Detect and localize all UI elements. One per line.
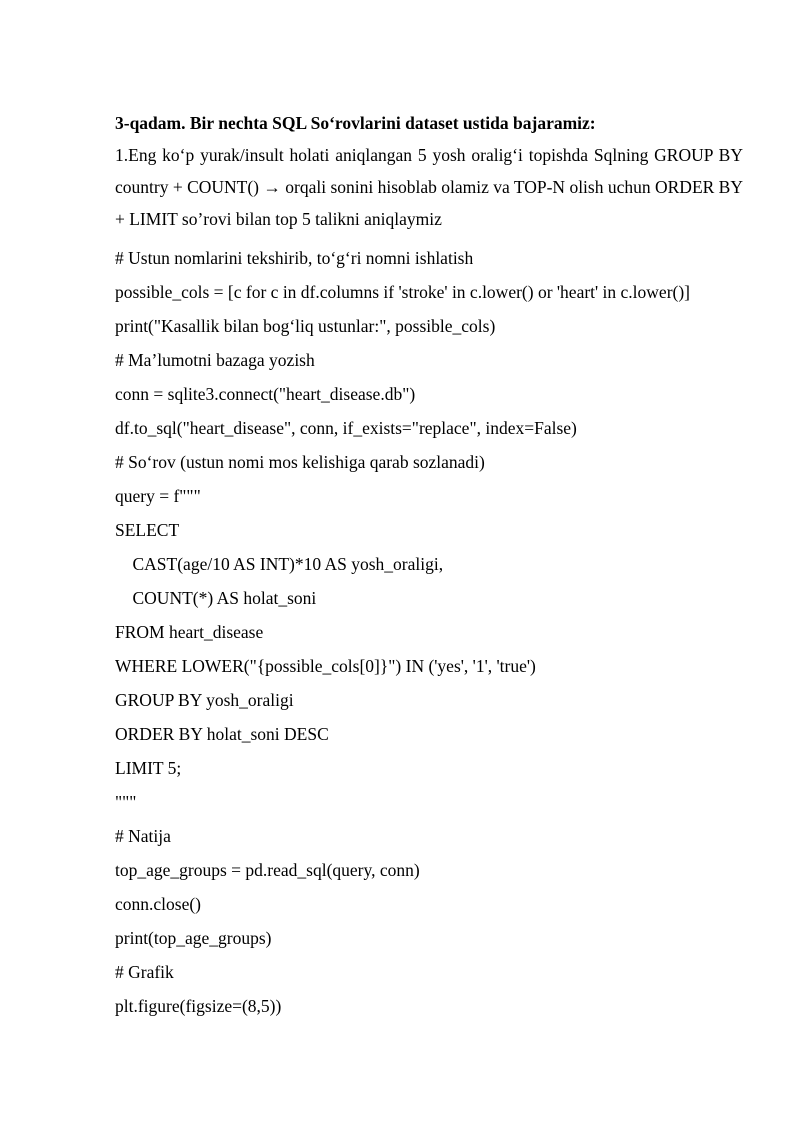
code-line: query = f""": [115, 486, 201, 506]
section-heading: 3-qadam. Bir nechta SQL So‘rovlarini dataset ustida bajaramiz:: [115, 113, 596, 133]
intro-paragraph: 1.Eng ko‘p yurak/insult holati aniqlangan 5 yosh oralig‘i topishda Sqlning GROUP BY country + COUNT() → orqali sonini hisoblab olamiz va TOP-N olish uchun ORDER BY + LIMIT so’rovi bilan top 5 talikni aniqlaymiz: [115, 145, 743, 229]
code-line: top_age_groups = pd.read_sql(query, conn): [115, 860, 420, 880]
document-content: [115, 109, 743, 1023]
code-line: df.to_sql("heart_disease", conn, if_exists="replace", index=False): [115, 418, 577, 438]
code-line: conn.close(): [115, 894, 202, 914]
code-line: print("Kasallik bilan bog‘liq ustunlar:", possible_cols): [115, 316, 496, 336]
code-line: FROM heart_disease: [115, 622, 264, 642]
code-line: SELECT: [115, 520, 180, 540]
code-line: WHERE LOWER("{possible_cols[0]}") IN ('yes', '1', 'true'): [115, 656, 536, 676]
code-line: # So‘rov (ustun nomi mos kelishiga qarab sozlanadi): [115, 452, 485, 472]
code-line: possible_cols = [c for c in df.columns if 'stroke' in c.lower() or 'heart' in c.lower()]: [115, 282, 691, 302]
code-line: # Ustun nomlarini tekshirib, to‘g‘ri nomni ishlatish: [115, 248, 474, 268]
code-line: COUNT(*) AS holat_soni: [115, 588, 317, 608]
code-line: CAST(age/10 AS INT)*10 AS yosh_oraligi,: [115, 554, 444, 574]
code-line: ORDER BY holat_soni DESC: [115, 724, 329, 744]
code-block: [115, 241, 743, 1023]
code-line: # Grafik: [115, 962, 174, 982]
code-line: conn = sqlite3.connect("heart_disease.db"): [115, 384, 416, 404]
code-line: # Ma’lumotni bazaga yozish: [115, 350, 315, 370]
code-line: """: [115, 792, 137, 812]
code-line: print(top_age_groups): [115, 928, 272, 948]
code-line: plt.figure(figsize=(8,5)): [115, 996, 282, 1016]
code-line: GROUP BY yosh_oraligi: [115, 690, 294, 710]
code-line: LIMIT 5;: [115, 758, 182, 778]
code-line: # Natija: [115, 826, 171, 846]
